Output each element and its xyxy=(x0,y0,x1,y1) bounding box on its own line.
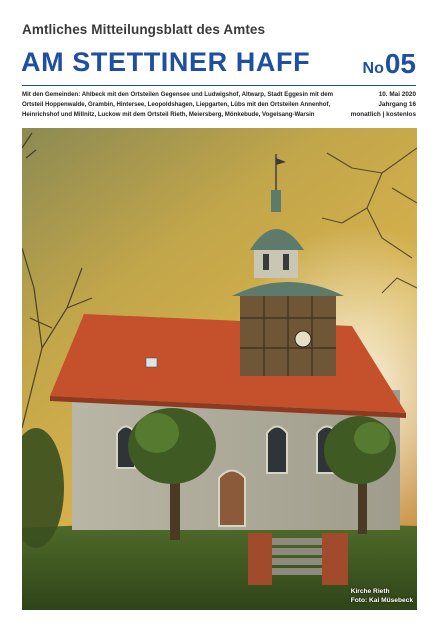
issue-prefix: No xyxy=(362,60,384,77)
masthead-title: AM STETTINER HAFF xyxy=(21,47,311,77)
caption-credit: Foto: Kai Müsebeck xyxy=(350,596,413,604)
church-roof xyxy=(50,314,406,413)
church-door xyxy=(219,471,245,527)
caption-title: Kirche Rieth xyxy=(350,588,390,595)
issue-number xyxy=(363,48,416,80)
issue-number-value: 05 xyxy=(384,48,416,79)
issue-frequency: monatlich | kostenlos xyxy=(350,111,416,119)
issue-meta xyxy=(351,90,416,121)
clock-icon xyxy=(295,331,311,347)
issue-date: 10. Mai 2020 xyxy=(378,91,416,98)
roof-skylight xyxy=(146,358,157,367)
issue-volume: Jahrgang 16 xyxy=(378,101,416,109)
cover-photo xyxy=(22,128,417,610)
masthead-subtitle: Amtliches Mitteilungsblatt des Amtes xyxy=(22,22,266,37)
photo-caption xyxy=(351,588,413,605)
church-illustration xyxy=(22,128,417,610)
municipalities-list: Mit den Gemeinden: Ahlbeck mit den Ortsteilen Gegensee und Ludwigshof, Altwarp, Stadt Eggesin mit dem Ortsteil Hoppenwalde, Grambin, Hintersee, Leopoldshagen, Liepgarten, Lübs mit den Ortsteilen Annenhof, Heinrichshof und Millnitz, Luckow mit dem Ortsteil Rieth, Meiersberg, Mönkebude, Vogelsang-Warsin xyxy=(22,91,334,119)
header-rule xyxy=(22,85,416,86)
